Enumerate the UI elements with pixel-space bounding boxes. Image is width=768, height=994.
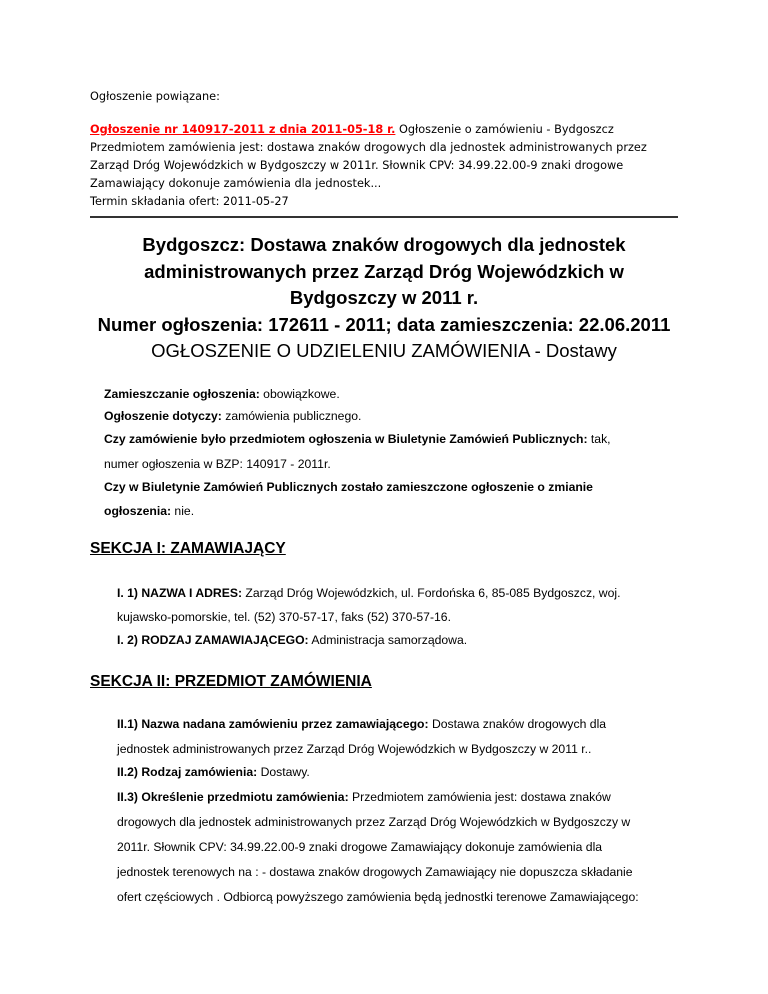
s2-value-4: Przedmiotem zamówienia jest: dostawa znaków	[348, 790, 611, 804]
related-notice-link[interactable]: Ogłoszenie nr 140917-2011 z dnia 2011-05-18 r.	[90, 123, 396, 136]
title-block	[90, 232, 678, 365]
s2-label-4: II.3) Określenie przedmiotu zamówienia:	[117, 790, 349, 804]
section-2-heading: SEKCJA II: PRZEDMIOT ZAMÓWIENIA	[90, 673, 372, 690]
notice-subtitle: OGŁOSZENIE O UDZIELENIU ZAMÓWIENIA - Dostawy	[151, 340, 617, 361]
s2-value-3: Dostawy.	[257, 765, 310, 779]
s2-line-6: 2011r. Słownik CPV: 34.99.22.00-9 znaki drogowe Zamawiający dokonuje zamówienia dla	[117, 840, 603, 854]
s2-line-8: ofert częściowych . Odbiorcą powyższego zamówienia będą jednostki terenowe Zamawiającego:	[117, 890, 639, 904]
related-line-1	[90, 121, 690, 139]
s2-value-1: Dostawa znaków drogowych dla	[428, 717, 607, 731]
info-label-2: Ogłoszenie dotyczy:	[104, 409, 222, 423]
s2-line-7: jednostek terenowych na : - dostawa znaków drogowych Zamawiający nie dopuszcza składanie	[117, 865, 633, 879]
s2-line-3	[117, 765, 310, 779]
notice-number-line: Numer ogłoszenia: 172611 - 2011; data zamieszczenia: 22.06.2011	[97, 313, 671, 335]
title-line-1: Bydgoszcz: Dostawa znaków drogowych dla jednostek	[142, 234, 626, 255]
info-line-4: numer ogłoszenia w BZP: 140917 - 2011r.	[104, 457, 331, 471]
section-1-heading: SEKCJA I: ZAMAWIAJĄCY	[90, 540, 286, 557]
s2-line-5: drogowych dla jednostek administrowanych przez Zarząd Dróg Wojewódzkich w Bydgoszczy w	[117, 815, 631, 829]
s1-line-3	[117, 633, 467, 647]
related-line-3: Zarząd Dróg Wojewódzkich w Bydgoszczy w 2011r. Słownik CPV: 34.99.22.00-9 znaki drogowe	[90, 159, 624, 172]
related-line-4: Zamawiający dokonuje zamówienia dla jednostek...	[90, 177, 382, 190]
info-value-3: tak,	[587, 432, 611, 446]
related-text-1: Ogłoszenie o zamówieniu - Bydgoszcz	[395, 123, 614, 136]
title-line-3: Bydgoszczy w 2011 r.	[289, 287, 479, 308]
related-line-2: Przedmiotem zamówienia jest: dostawa znaków drogowych dla jednostek administrowanych przez	[90, 141, 647, 154]
info-label-5: Czy w Biuletynie Zamówień Publicznych zostało zamieszczone ogłoszenie o zmianie	[104, 480, 593, 494]
s1-value-3: Administracja samorządowa.	[308, 633, 468, 647]
related-line-5: Termin składania ofert: 2011-05-27	[90, 195, 289, 208]
info-label-3: Czy zamówienie było przedmiotem ogłoszenia w Biuletynie Zamówień Publicznych:	[104, 432, 588, 446]
s2-line-1	[117, 717, 606, 731]
s1-label-3: I. 2) RODZAJ ZAMAWIAJĄCEGO:	[117, 633, 309, 647]
s2-line-4	[117, 790, 611, 804]
info-value-6: nie.	[171, 504, 195, 518]
s2-line-2: jednostek administrowanych przez Zarząd Dróg Wojewódzkich w Bydgoszczy w 2011 r..	[117, 742, 592, 756]
s1-value-1: Zarząd Dróg Wojewódzkich, ul. Fordońska 6, 85-085 Bydgoszcz, woj.	[242, 586, 621, 600]
info-label-6: ogłoszenia:	[104, 504, 172, 518]
s1-label-1: I. 1) NAZWA I ADRES:	[117, 586, 243, 600]
info-line-2	[104, 409, 361, 423]
s1-line-2: kujawsko-pomorskie, tel. (52) 370-57-17, faks (52) 370-57-16.	[117, 610, 451, 624]
related-notice	[90, 88, 690, 211]
s2-label-1: II.1) Nazwa nadana zamówieniu przez zamawiającego:	[117, 717, 429, 731]
info-line-3	[104, 432, 611, 446]
info-line-5	[104, 480, 593, 494]
s1-line-1	[117, 586, 620, 600]
info-value-1: obowiązkowe.	[259, 387, 340, 401]
info-label-1: Zamieszczanie ogłoszenia:	[104, 387, 260, 401]
info-value-2: zamówienia publicznego.	[221, 409, 362, 423]
related-heading: Ogłoszenie powiązane:	[90, 90, 220, 103]
title-line-2: administrowanych przez Zarząd Dróg Wojewódzkich w	[144, 260, 624, 282]
horizontal-divider	[90, 216, 678, 218]
info-line-1	[104, 387, 340, 401]
s2-label-3: II.2) Rodzaj zamówienia:	[117, 765, 258, 779]
info-line-6	[104, 504, 194, 518]
